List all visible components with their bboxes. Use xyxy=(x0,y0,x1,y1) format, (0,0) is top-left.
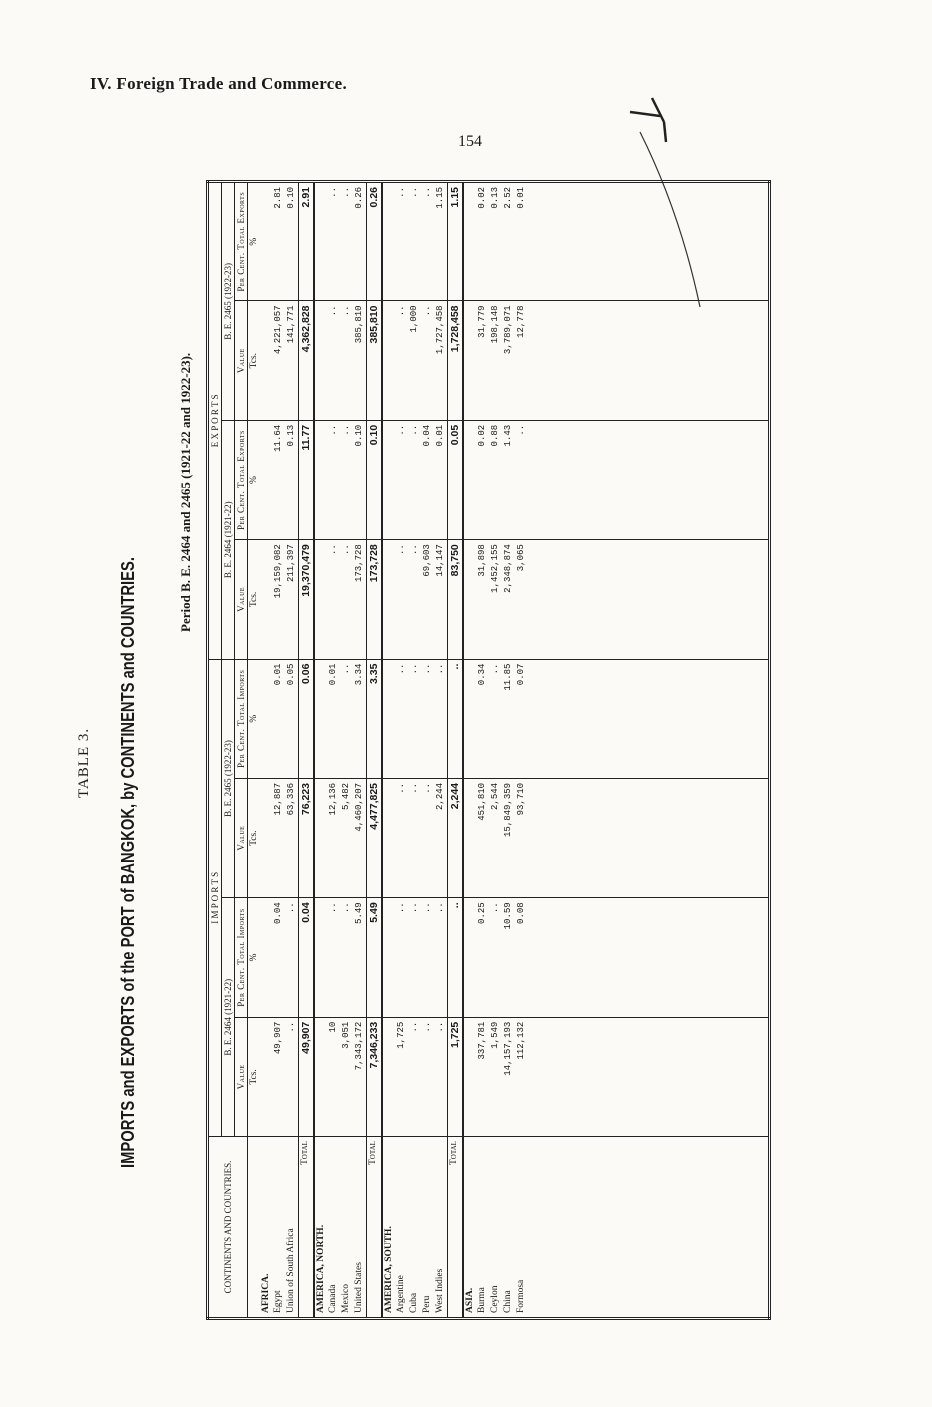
value-cell: .. xyxy=(340,420,353,539)
total-cell: 2,244 xyxy=(448,778,464,897)
table-row xyxy=(285,182,299,1319)
unit-pct: % xyxy=(248,420,261,539)
empty-cell xyxy=(463,1017,476,1136)
exports-year1-header: B. E. 2464 (1921-22) xyxy=(222,420,235,659)
value-cell: .. xyxy=(340,182,353,301)
value-cell: .. xyxy=(327,898,340,1017)
empty-cell xyxy=(463,898,476,1017)
value-cell: .. xyxy=(408,420,421,539)
empty-cell xyxy=(463,182,476,301)
value-cell: .. xyxy=(285,898,299,1017)
total-cell: 1,725 xyxy=(448,1017,464,1136)
value-cell: 69,603 xyxy=(421,540,434,659)
empty-cell xyxy=(382,182,395,301)
value-cell: .. xyxy=(408,182,421,301)
unit-value: Tcs. xyxy=(248,1017,261,1136)
value-cell: 451,810 xyxy=(476,778,489,897)
country-name: Formosa xyxy=(515,1137,528,1319)
total-cell: 1,728,458 xyxy=(448,301,464,420)
value-cell: .. xyxy=(408,540,421,659)
continent-row xyxy=(314,182,327,1319)
value-cell: 0.25 xyxy=(476,898,489,1017)
table-row xyxy=(421,182,434,1319)
value-cell: .. xyxy=(340,898,353,1017)
empty-cell xyxy=(528,540,770,659)
value-cell: 3.34 xyxy=(353,659,367,778)
table-label: TABLE 3. xyxy=(76,727,92,798)
country-name: China xyxy=(502,1137,515,1319)
value-header: Value xyxy=(235,540,248,659)
value-cell: 5,482 xyxy=(340,778,353,897)
value-cell: .. xyxy=(340,540,353,659)
value-header: Value xyxy=(235,301,248,420)
total-cell: 0.05 xyxy=(448,420,464,539)
unit-pct: % xyxy=(248,898,261,1017)
empty-cell xyxy=(463,420,476,539)
filler-row xyxy=(528,182,770,1319)
value-cell: 385,810 xyxy=(353,301,367,420)
empty-cell xyxy=(382,778,395,897)
country-name: West Indies xyxy=(434,1137,448,1319)
table-row xyxy=(353,182,367,1319)
value-cell: 2,244 xyxy=(434,778,448,897)
empty-cell xyxy=(382,540,395,659)
total-cell: 173,728 xyxy=(367,540,383,659)
unit-value: Tcs. xyxy=(248,301,261,420)
value-cell: 0.13 xyxy=(489,182,502,301)
value-cell: 2,348,874 xyxy=(502,540,515,659)
total-cell: 385,810 xyxy=(367,301,383,420)
total-cell: 3.35 xyxy=(367,659,383,778)
value-cell: 0.01 xyxy=(434,420,448,539)
value-cell: 93,710 xyxy=(515,778,528,897)
total-cell: 0.26 xyxy=(367,182,383,301)
value-cell: 63,336 xyxy=(285,778,299,897)
value-cell: .. xyxy=(327,301,340,420)
total-cell: 4,477,825 xyxy=(367,778,383,897)
units-label xyxy=(248,1137,261,1319)
trade-table xyxy=(206,180,771,1320)
empty-cell xyxy=(463,540,476,659)
total-cell: 7,346,233 xyxy=(367,1017,383,1136)
continent-row xyxy=(260,182,272,1319)
value-cell: .. xyxy=(395,420,408,539)
value-cell: 0.08 xyxy=(515,898,528,1017)
value-cell: 49,907 xyxy=(272,1017,285,1136)
empty-cell xyxy=(314,1017,327,1136)
empty-cell xyxy=(314,301,327,420)
empty-cell xyxy=(314,182,327,301)
value-cell: 11.85 xyxy=(502,659,515,778)
value-cell: 141,771 xyxy=(285,301,299,420)
value-cell: .. xyxy=(408,778,421,897)
value-cell: 10 xyxy=(327,1017,340,1136)
empty-cell xyxy=(528,420,770,539)
empty-cell xyxy=(528,182,770,301)
value-cell: 15,849,359 xyxy=(502,778,515,897)
units-row xyxy=(248,182,261,1319)
value-cell: 0.01 xyxy=(272,659,285,778)
value-cell: .. xyxy=(421,778,434,897)
table-row xyxy=(272,182,285,1319)
value-cell: 0.10 xyxy=(353,420,367,539)
total-label: Total xyxy=(448,1137,464,1319)
value-cell: 112,132 xyxy=(515,1017,528,1136)
empty-cell xyxy=(314,778,327,897)
imports-year1-header: B. E. 2464 (1921-22) xyxy=(222,898,235,1137)
value-cell: .. xyxy=(489,898,502,1017)
value-cell: 0.05 xyxy=(285,659,299,778)
total-cell: 0.06 xyxy=(299,659,315,778)
value-cell: .. xyxy=(421,182,434,301)
empty-cell xyxy=(463,778,476,897)
empty-cell xyxy=(382,420,395,539)
value-cell: .. xyxy=(395,659,408,778)
total-cell: 2.91 xyxy=(299,182,315,301)
period-subtitle: Period B. E. 2464 and 2465 (1921-22 and 1922-23). xyxy=(178,352,193,632)
country-name: Cuba xyxy=(408,1137,421,1319)
value-cell: 14,147 xyxy=(434,540,448,659)
value-cell: .. xyxy=(327,182,340,301)
imports-header: I M P O R T S xyxy=(208,659,222,1137)
empty-cell xyxy=(463,301,476,420)
total-cell: 0.04 xyxy=(299,898,315,1017)
pct-imports-header: Per Cent. Total Imports xyxy=(235,659,248,778)
value-cell: 0.04 xyxy=(421,420,434,539)
row-label-header: CONTINENTS AND COUNTRIES. xyxy=(208,1137,248,1319)
value-cell: 0.04 xyxy=(272,898,285,1017)
empty-cell xyxy=(382,659,395,778)
total-cell: 5.49 xyxy=(367,898,383,1017)
empty-cell xyxy=(260,898,272,1017)
value-cell: .. xyxy=(395,540,408,659)
empty-cell xyxy=(314,420,327,539)
value-cell: 0.01 xyxy=(515,182,528,301)
continent-name: ASIA. xyxy=(463,1137,476,1319)
empty-cell xyxy=(528,1017,770,1136)
empty-cell xyxy=(382,301,395,420)
country-name: Union of South Africa xyxy=(285,1137,299,1319)
value-cell: 12,778 xyxy=(515,301,528,420)
value-cell: .. xyxy=(489,659,502,778)
value-cell: 0.88 xyxy=(489,420,502,539)
unit-value: Tcs. xyxy=(248,778,261,897)
value-cell: 0.02 xyxy=(476,420,489,539)
table-row xyxy=(476,182,489,1319)
value-cell: 211,397 xyxy=(285,540,299,659)
total-cell: 83,750 xyxy=(448,540,464,659)
value-cell: 31,898 xyxy=(476,540,489,659)
value-cell: 1,725 xyxy=(395,1017,408,1136)
country-name: Burma xyxy=(476,1137,489,1319)
table-row xyxy=(340,182,353,1319)
total-cell: 0.10 xyxy=(367,420,383,539)
value-cell: .. xyxy=(408,1017,421,1136)
value-cell: 0.26 xyxy=(353,182,367,301)
value-cell: .. xyxy=(285,1017,299,1136)
table-row xyxy=(515,182,528,1319)
unit-value: Tcs. xyxy=(248,540,261,659)
value-cell: .. xyxy=(434,1017,448,1136)
total-row xyxy=(448,182,464,1319)
value-cell: .. xyxy=(340,659,353,778)
pct-exports-header: Per Cent. Total Exports xyxy=(235,420,248,539)
value-cell: 2,544 xyxy=(489,778,502,897)
country-name: Egypt xyxy=(272,1137,285,1319)
empty-cell xyxy=(260,1017,272,1136)
value-cell: .. xyxy=(327,540,340,659)
value-cell: .. xyxy=(421,301,434,420)
country-name: United States xyxy=(353,1137,367,1319)
empty-cell xyxy=(260,420,272,539)
value-cell: 1,727,458 xyxy=(434,301,448,420)
total-cell: 76,223 xyxy=(299,778,315,897)
value-cell: .. xyxy=(408,898,421,1017)
value-cell: 11.64 xyxy=(272,420,285,539)
value-cell: .. xyxy=(434,659,448,778)
country-name: Ceylon xyxy=(489,1137,502,1319)
value-cell: .. xyxy=(515,420,528,539)
value-cell: 31,779 xyxy=(476,301,489,420)
table-row xyxy=(327,182,340,1319)
value-cell: 1,000 xyxy=(408,301,421,420)
value-cell: 10.59 xyxy=(502,898,515,1017)
country-name: Peru xyxy=(421,1137,434,1319)
continent-name: AFRICA. xyxy=(260,1137,272,1319)
unit-pct: % xyxy=(248,182,261,301)
value-cell: .. xyxy=(340,301,353,420)
value-cell: .. xyxy=(395,182,408,301)
table-row xyxy=(395,182,408,1319)
value-cell: 173,728 xyxy=(353,540,367,659)
empty-cell xyxy=(260,659,272,778)
total-cell: 4,362,828 xyxy=(299,301,315,420)
value-cell: 4,460,207 xyxy=(353,778,367,897)
empty-cell xyxy=(528,659,770,778)
value-cell: 1,452,155 xyxy=(489,540,502,659)
table-body xyxy=(248,182,770,1319)
continent-row xyxy=(463,182,476,1319)
value-cell: .. xyxy=(408,659,421,778)
total-row xyxy=(299,182,315,1319)
country-name: Mexico xyxy=(340,1137,353,1319)
value-cell: 2.52 xyxy=(502,182,515,301)
value-header: Value xyxy=(235,778,248,897)
table-row xyxy=(502,182,515,1319)
total-cell: .. xyxy=(448,898,464,1017)
value-cell: .. xyxy=(434,898,448,1017)
empty-cell xyxy=(382,1017,395,1136)
value-cell: 3,051 xyxy=(340,1017,353,1136)
value-cell: 3,789,071 xyxy=(502,301,515,420)
value-cell: 0.34 xyxy=(476,659,489,778)
table-row xyxy=(434,182,448,1319)
table-row xyxy=(408,182,421,1319)
total-cell: .. xyxy=(448,659,464,778)
page-number: 154 xyxy=(458,133,482,150)
country-name: Argentine xyxy=(395,1137,408,1319)
empty-cell xyxy=(463,659,476,778)
value-cell: 0.07 xyxy=(515,659,528,778)
value-cell: 12,136 xyxy=(327,778,340,897)
pct-exports-header: Per Cent. Total Exports xyxy=(235,182,248,301)
empty-cell xyxy=(528,301,770,420)
imports-year2-header: B. E. 2465 (1922-23) xyxy=(222,659,235,898)
value-cell: .. xyxy=(327,420,340,539)
unit-pct: % xyxy=(248,659,261,778)
continent-row xyxy=(382,182,395,1319)
value-cell: 0.01 xyxy=(327,659,340,778)
country-name: Canada xyxy=(327,1137,340,1319)
empty-cell xyxy=(260,778,272,897)
value-cell: .. xyxy=(395,778,408,897)
total-label: Total xyxy=(367,1137,383,1319)
value-cell: 5.49 xyxy=(353,898,367,1017)
table-title: IMPORTS and EXPORTS of the PORT of BANGKOK, by CONTINENTS and COUNTRIES. xyxy=(118,557,138,1168)
table-row xyxy=(489,182,502,1319)
total-row xyxy=(367,182,383,1319)
empty-cell xyxy=(260,182,272,301)
empty-cell xyxy=(260,301,272,420)
total-cell: 1.15 xyxy=(448,182,464,301)
exports-year2-header: B. E. 2465 (1922-23) xyxy=(222,182,235,421)
value-cell: 198,148 xyxy=(489,301,502,420)
value-header: Value xyxy=(235,1017,248,1136)
empty-cell xyxy=(314,659,327,778)
total-cell: 19,370,479 xyxy=(299,540,315,659)
value-cell: 12,887 xyxy=(272,778,285,897)
total-label: Total xyxy=(299,1137,315,1319)
value-cell: 337,781 xyxy=(476,1017,489,1136)
value-cell: 0.13 xyxy=(285,420,299,539)
value-cell: 1,549 xyxy=(489,1017,502,1136)
empty-cell xyxy=(382,898,395,1017)
value-cell: .. xyxy=(395,898,408,1017)
value-cell: 0.02 xyxy=(476,182,489,301)
empty-cell xyxy=(314,540,327,659)
value-cell: 7,343,172 xyxy=(353,1017,367,1136)
empty-cell xyxy=(314,898,327,1017)
value-cell: 0.10 xyxy=(285,182,299,301)
empty-cell xyxy=(528,898,770,1017)
value-cell: 4,221,057 xyxy=(272,301,285,420)
exports-header: E X P O R T S xyxy=(208,182,222,660)
value-cell: 1.43 xyxy=(502,420,515,539)
continent-name: AMERICA, NORTH. xyxy=(314,1137,327,1319)
value-cell: .. xyxy=(421,898,434,1017)
empty-cell xyxy=(528,778,770,897)
value-cell: 1.15 xyxy=(434,182,448,301)
section-heading: IV. Foreign Trade and Commerce. xyxy=(90,74,348,93)
continent-name: AMERICA, SOUTH. xyxy=(382,1137,395,1319)
total-cell: 49,907 xyxy=(299,1017,315,1136)
value-cell: 3,065 xyxy=(515,540,528,659)
empty-cell xyxy=(260,540,272,659)
value-cell: .. xyxy=(421,659,434,778)
value-cell: 14,157,193 xyxy=(502,1017,515,1136)
value-cell: .. xyxy=(395,301,408,420)
value-cell: 2.81 xyxy=(272,182,285,301)
pct-imports-header: Per Cent. Total Imports xyxy=(235,898,248,1017)
empty-cell xyxy=(528,1137,770,1319)
value-cell: .. xyxy=(421,1017,434,1136)
total-cell: 11.77 xyxy=(299,420,315,539)
value-cell: 19,159,082 xyxy=(272,540,285,659)
